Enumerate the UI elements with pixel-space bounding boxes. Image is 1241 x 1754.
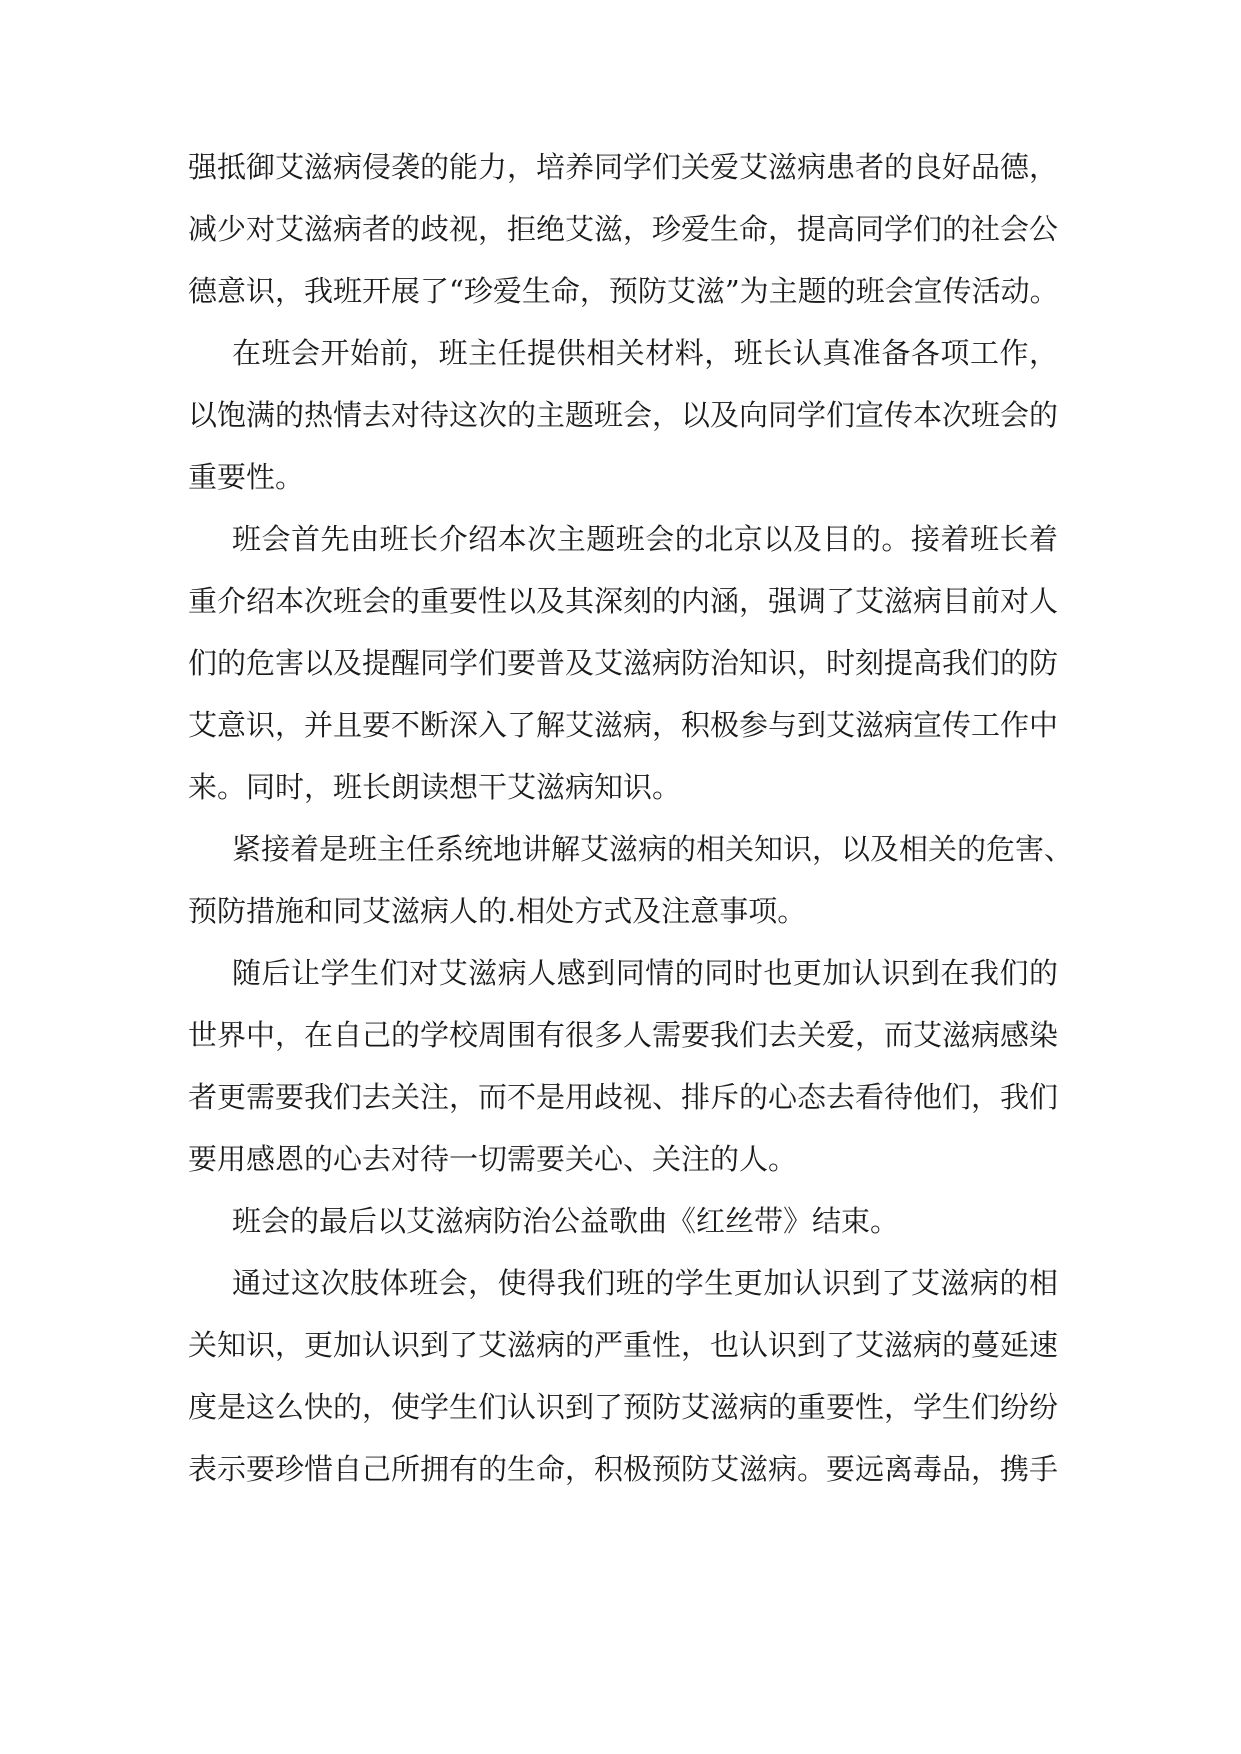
text-line: 预防措施和同艾滋病人的.相处方式及注意事项。: [188, 894, 807, 928]
text-line: 度是这么快的，使学生们认识到了预防艾滋病的重要性，学生们纷纷: [188, 1390, 1059, 1424]
paragraph-first-line: 班会的最后以艾滋病防治公益歌曲《红丝带》结束。: [232, 1204, 900, 1238]
text-line: 们的危害以及提醒同学们要普及艾滋病防治知识，时刻提高我们的防: [188, 646, 1059, 680]
text-line: 表示要珍惜自己所拥有的生命，积极预防艾滋病。要远离毒品，携手: [188, 1452, 1059, 1486]
text-line: 减少对艾滋病者的歧视，拒绝艾滋，珍爱生命，提高同学们的社会公: [188, 212, 1059, 246]
text-line: 德意识，我班开展了“珍爱生命，预防艾滋”为主题的班会宣传活动。: [188, 274, 1059, 308]
text-line: 来。同时，班长朗读想干艾滋病知识。: [188, 770, 682, 804]
text-line: 重介绍本次班会的重要性以及其深刻的内涵，强调了艾滋病目前对人: [188, 584, 1059, 618]
paragraph-first-line: 紧接着是班主任系统地讲解艾滋病的相关知识，以及相关的危害、: [232, 832, 1074, 866]
text-line: 重要性。: [188, 460, 305, 494]
text-line: 强抵御艾滋病侵袭的能力，培养同学们关爱艾滋病患者的良好品德，: [188, 150, 1059, 184]
text-line: 者更需要我们去关注，而不是用歧视、排斥的心态去看待他们，我们: [188, 1080, 1059, 1114]
paragraph-first-line: 随后让学生们对艾滋病人感到同情的同时也更加认识到在我们的: [232, 956, 1058, 990]
text-line: 以饱满的热情去对待这次的主题班会，以及向同学们宣传本次班会的: [188, 398, 1059, 432]
text-line: 关知识，更加认识到了艾滋病的严重性，也认识到了艾滋病的蔓延速: [188, 1328, 1059, 1362]
paragraph-first-line: 班会首先由班长介绍本次主题班会的北京以及目的。接着班长着: [232, 522, 1058, 556]
text-line: 世界中，在自己的学校周围有很多人需要我们去关爱，而艾滋病感染: [188, 1018, 1059, 1052]
text-line: 艾意识，并且要不断深入了解艾滋病，积极参与到艾滋病宣传工作中: [188, 708, 1059, 742]
paragraph-first-line: 通过这次肢体班会，使得我们班的学生更加认识到了艾滋病的相: [232, 1266, 1058, 1300]
text-line: 要用感恩的心去对待一切需要关心、关注的人。: [188, 1142, 798, 1176]
paragraph-first-line: 在班会开始前，班主任提供相关材料，班长认真准备各项工作，: [232, 336, 1058, 370]
